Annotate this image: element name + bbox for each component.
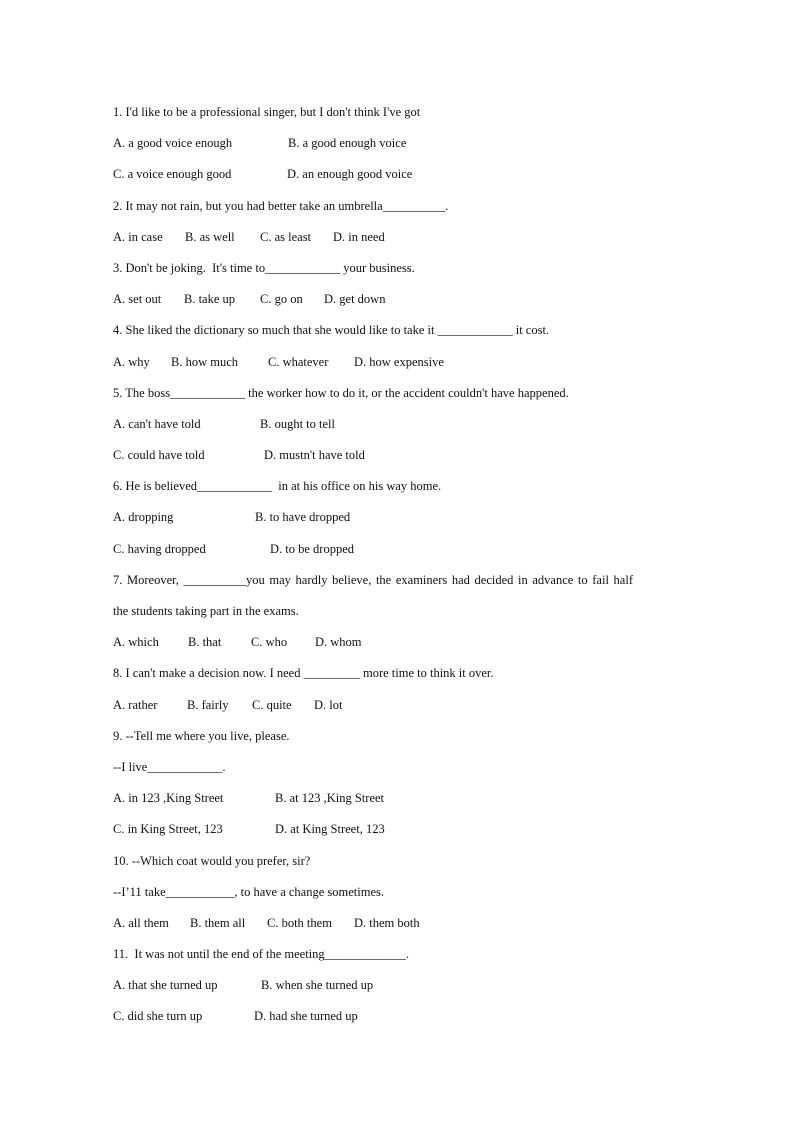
- question-11-options-row-2: [113, 1006, 703, 1037]
- question-3-stem: 3. Don't be joking. It's time to____________ your business.: [113, 260, 415, 275]
- option-b: B. at 123 ,King Street: [275, 791, 385, 806]
- question-11-options-row-1: [113, 975, 703, 1006]
- question-7-stem-line-2: the students taking part in the exams.: [113, 604, 299, 618]
- question-6-options-row-2: [113, 539, 703, 570]
- question-1-options-row-2: [113, 164, 703, 195]
- question-2-stem: 2. It may not rain, but you had better take an umbrella__________.: [113, 198, 449, 213]
- question-11-stem: 11. It was not until the end of the meeting_____________.: [113, 947, 410, 962]
- option-d: D. to be dropped: [270, 541, 355, 556]
- option-b: B. that: [188, 635, 222, 650]
- option-b: B. fairly: [187, 697, 229, 712]
- option-a: A. set out: [113, 292, 162, 307]
- question-10-stem-line-2: --I’11 take___________, to have a change sometimes.: [113, 884, 384, 899]
- option-a: A. all them: [113, 915, 169, 930]
- option-a: A. that she turned up: [113, 978, 218, 993]
- option-b: B. them all: [190, 915, 246, 930]
- question-4-options: [113, 352, 703, 383]
- question-5-options-row-1: [113, 414, 703, 445]
- option-c: C. a voice enough good: [113, 167, 232, 182]
- option-d: D. get down: [324, 292, 386, 307]
- option-a: A. rather: [113, 697, 158, 712]
- question-8-options: [113, 695, 703, 726]
- option-a: A. why: [113, 354, 150, 369]
- question-5-stem: 5. The boss____________ the worker how to do it, or the accident couldn't have happened.: [113, 385, 569, 400]
- question-2-options: [113, 227, 703, 258]
- question-10-options: [113, 913, 703, 944]
- question-6-stem: 6. He is believed____________ in at his office on his way home.: [113, 479, 442, 494]
- question-9-stem-line-1: 9. --Tell me where you live, please.: [113, 728, 290, 743]
- option-b: B. to have dropped: [255, 510, 351, 525]
- option-d: D. mustn't have told: [264, 448, 365, 463]
- option-c: C. who: [251, 635, 288, 650]
- question-6-options-row-1: [113, 507, 703, 538]
- option-a: A. a good voice enough: [113, 136, 233, 151]
- option-d: D. whom: [315, 635, 362, 650]
- question-1-options-row-1: [113, 133, 703, 164]
- option-b: B. take up: [184, 292, 236, 307]
- option-c: C. could have told: [113, 448, 205, 463]
- question-7-options: [113, 632, 703, 663]
- option-a: A. which: [113, 635, 159, 650]
- option-c: C. quite: [252, 697, 292, 712]
- option-b: B. a good enough voice: [288, 136, 407, 151]
- option-c: C. as least: [260, 229, 312, 244]
- question-sheet: [113, 102, 703, 1038]
- option-d: D. in need: [333, 229, 385, 244]
- question-5-options-row-2: [113, 445, 703, 476]
- option-c: C. whatever: [268, 354, 329, 369]
- option-c: C. go on: [260, 292, 303, 307]
- question-9-options-row-2: [113, 819, 703, 850]
- option-c: C. having dropped: [113, 541, 206, 556]
- question-10-stem-line-1: 10. --Which coat would you prefer, sir?: [113, 853, 311, 868]
- option-d: D. lot: [314, 697, 343, 712]
- question-1-stem: 1. I'd like to be a professional singer, but I don't think I've got: [113, 105, 421, 119]
- option-a: A. in 123 ,King Street: [113, 791, 224, 806]
- option-b: B. ought to tell: [260, 416, 335, 431]
- option-c: C. did she turn up: [113, 1009, 203, 1024]
- option-c: C. both them: [267, 915, 332, 930]
- option-a: A. dropping: [113, 510, 174, 525]
- question-4-stem: 4. She liked the dictionary so much that she would like to take it ____________ it cost.: [113, 323, 550, 338]
- option-d: D. had she turned up: [254, 1009, 358, 1024]
- option-a: A. in case: [113, 229, 163, 244]
- question-7-stem-line-1: 7. Moreover, __________you may hardly believe, the examiners had decided in advance to fail half: [113, 572, 633, 587]
- question-3-options: [113, 289, 703, 320]
- option-d: D. at King Street, 123: [275, 822, 385, 837]
- option-b: B. how much: [171, 354, 239, 369]
- option-b: B. when she turned up: [261, 978, 374, 993]
- option-d: D. them both: [354, 915, 420, 930]
- question-9-stem-line-2: --I live____________.: [113, 759, 226, 774]
- option-d: D. an enough good voice: [287, 167, 413, 182]
- option-c: C. in King Street, 123: [113, 822, 223, 837]
- option-a: A. can't have told: [113, 416, 201, 431]
- question-9-options-row-1: [113, 788, 703, 819]
- question-8-stem: 8. I can't make a decision now. I need _________ more time to think it over.: [113, 666, 494, 681]
- option-d: D. how expensive: [354, 354, 444, 369]
- option-b: B. as well: [185, 229, 235, 244]
